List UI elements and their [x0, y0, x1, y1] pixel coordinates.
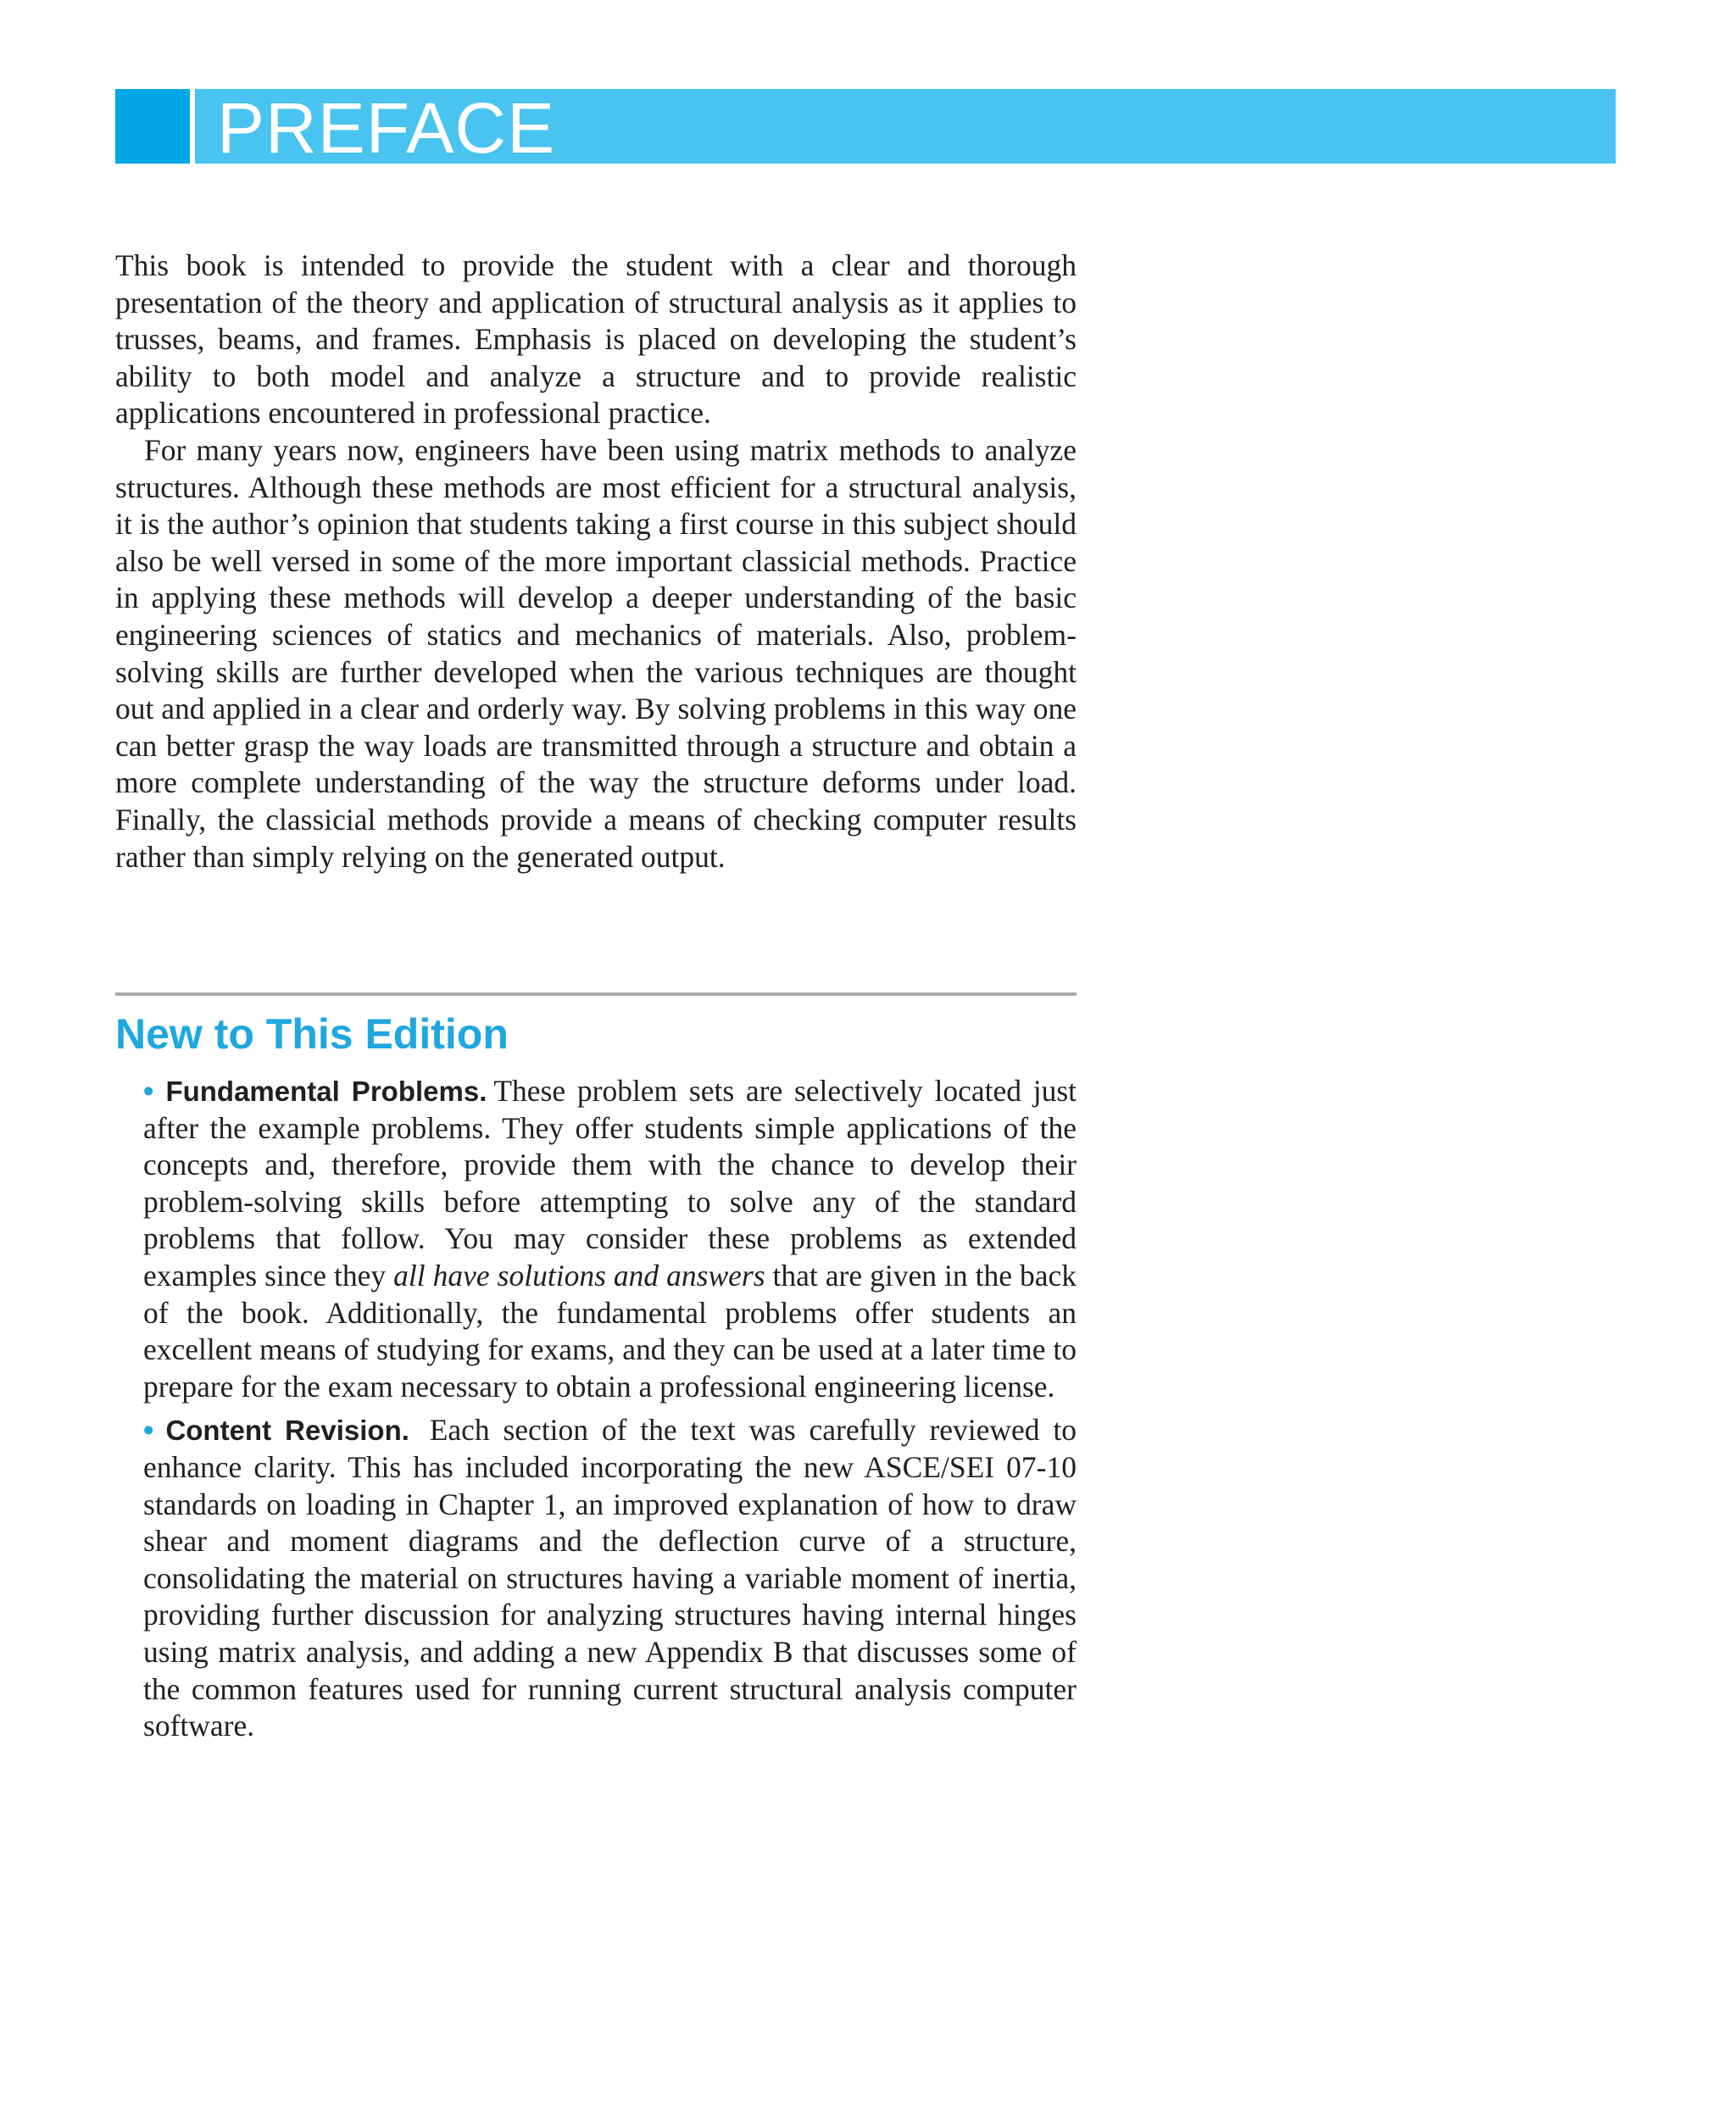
- bullet-label: Fundamental Problems.: [165, 1076, 487, 1107]
- chapter-header-bar: [115, 88, 1616, 168]
- bullet-text: Each section of the text was carefully reviewed to enhance clarity. This has included incorporating the new ASCE/SEI 07-10 standards on loading in Chapter 1, an improved explanation of how to draw shear and moment diagrams and the deflection curve of a structure, consolidating the material on structures having a variable moment of inertia, providing further discussion for analyzing structures having internal hinges using matrix analysis, and adding a new Appendix B that discusses some of the common features used for running current structural analysis computer software.: [143, 1413, 1077, 1743]
- bullet-text-italic: all have solutions and answers: [393, 1258, 765, 1293]
- list-item: [143, 1073, 1077, 1405]
- page-title: PREFACE: [217, 88, 556, 168]
- section-heading: New to This Edition: [115, 1010, 509, 1058]
- bullet-text: These problem sets are selectively located just after the example problems. They offer students simple applications of the concepts and, therefore, provide them with the chance to develop their problem-solving skills before attempting to solve any of the standard problems that follow. You may consider these problems as extended examples since they: [143, 1074, 1077, 1293]
- bullet-icon: •: [143, 1413, 154, 1448]
- header-divider: [190, 89, 195, 164]
- bullet-icon: •: [143, 1074, 154, 1108]
- intro-paragraph-1: This book is intended to provide the student with a clear and thorough presentation of the theory and application of structural analysis as it applies to trusses, beams, and frames. Emphasis is placed on developing the student’s ability to both model and analyze a structure and to provide realistic applications encountered in professional practice.: [115, 248, 1077, 431]
- section-divider: [115, 992, 1077, 996]
- bullet-text-end: that are given in the back of the book. Additionally, the fundamental problems offer students an excellent means of studying for exams, and they can be used at a later time to prepare for the exam necessary to obtain a professional engineering license.: [143, 1258, 1077, 1404]
- intro-text: [115, 247, 1077, 876]
- intro-paragraph-2: For many years now, engineers have been using matrix methods to analyze structures. Although these methods are most efficient for a structural analysis, it is the author’s opinion that students taking a first course in this subject should also be well versed in some of the more important classicial methods. Practice in applying these methods will develop a deeper understanding of the basic engineering sciences of statics and mechanics of materials. Also, problem-solving skills are further developed when the various techniques are thought out and applied in a clear and orderly way. By solving problems in this way one can better grasp the way loads are transmitted through a structure and obtain a more complete understanding of the way the structure deforms under load. Finally, the classicial methods provide a means of checking computer results rather than simply relying on the generated output.: [115, 432, 1077, 874]
- bullet-label: Content Revision.: [165, 1415, 409, 1447]
- header-accent-block: [115, 89, 190, 164]
- list-item: [143, 1412, 1077, 1744]
- bullet-list: [143, 1073, 1077, 1752]
